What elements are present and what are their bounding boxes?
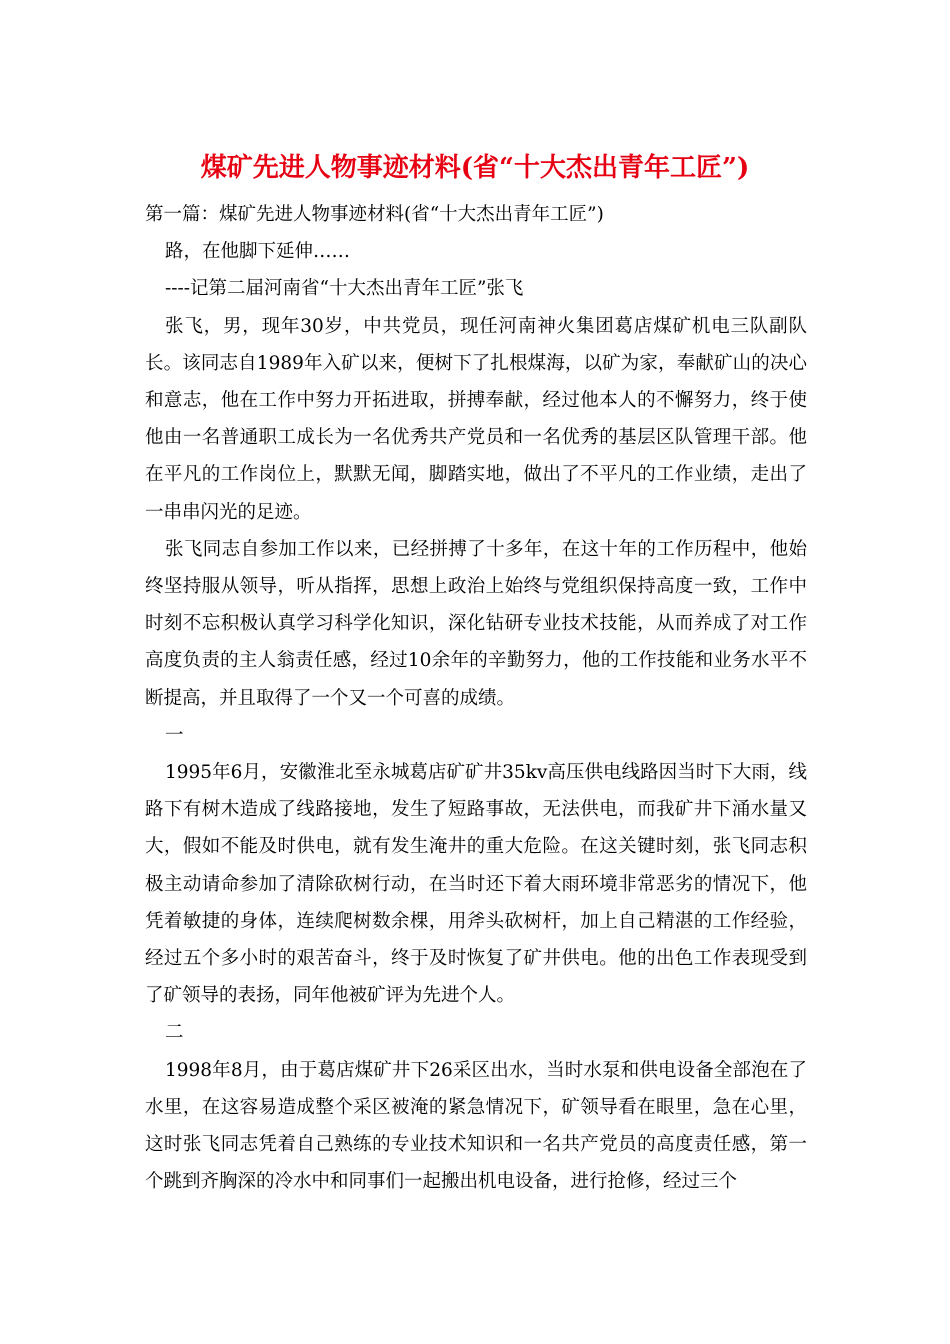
paragraph: 张飞，男，现年30岁，中共党员，现任河南神火集团葛店煤矿机电三队副队长。该同志自1989年入矿以来，便树下了扎根煤海，以矿为家，奉献矿山的决心和意志，他在工作中努力开拓进取，拼搏奉献，经过他本人的不懈努力，终于使他由一名普通职工成长为一名优秀共产党员和一名优秀的基层区队管理干部。他在平凡的工作岗位上，默默无闻，脚踏实地，做出了不平凡的工作业绩，走出了一串串闪光的足迹。 [145,315,807,523]
section-number: 二 [165,1022,184,1044]
document-title: 煤矿先进人物事迹材料(省“十大杰出青年工匠”) [200,153,750,183]
paragraph-chapter-heading: 第一篇：煤矿先进人物事迹材料(省“十大杰出青年工匠”) [145,204,604,225]
document-body [145,196,807,1200]
paragraph-byline: ----记第二届河南省“十大杰出青年工匠”张飞 [165,278,524,300]
paragraph: 1998年8月，由于葛店煤矿井下26采区出水，当时水泵和供电设备全部泡在了水里，在这容易造成整个采区被淹的紧急情况下，矿领导看在眼里，急在心里，这时张飞同志凭着自己熟练的专业技术知识和一名共产党员的高度责任感，第一个跳到齐胸深的冷水中和同事们一起搬出机电设备，进行抢修，经过三个 [145,1059,807,1193]
paragraph: 1995年6月，安徽淮北至永城葛店矿矿井35kv高压供电线路因当时下大雨，线路下有树木造成了线路接地，发生了短路事故，无法供电，而我矿井下涌水量又大，假如不能及时供电，就有发生淹井的重大危险。在这关键时刻，张飞同志积极主动请命参加了清除砍树行动，在当时还下着大雨环境非常恶劣的情况下，他凭着敏捷的身体，连续爬树数余棵，用斧头砍树杆，加上自己精湛的工作经验，经过五个多小时的艰苦奋斗，终于及时恢复了矿井供电。他的出色工作表现受到了矿领导的表扬，同年他被矿评为先进个人。 [145,762,807,1007]
section-number: 一 [165,724,184,746]
paragraph-subtitle: 路，在他脚下延伸…… [165,241,351,263]
paragraph: 张飞同志自参加工作以来，已经拼搏了十多年，在这十年的工作历程中，他始终坚持服从领导，听从指挥，思想上政治上始终与党组织保持高度一致，工作中时刻不忘积极认真学习科学化知识，深化钻研专业技术技能，从而养成了对工作高度负责的主人翁责任感，经过10余年的辛勤努力，他的工作技能和业务水平不断提高，并且取得了一个又一个可喜的成绩。 [145,538,807,709]
